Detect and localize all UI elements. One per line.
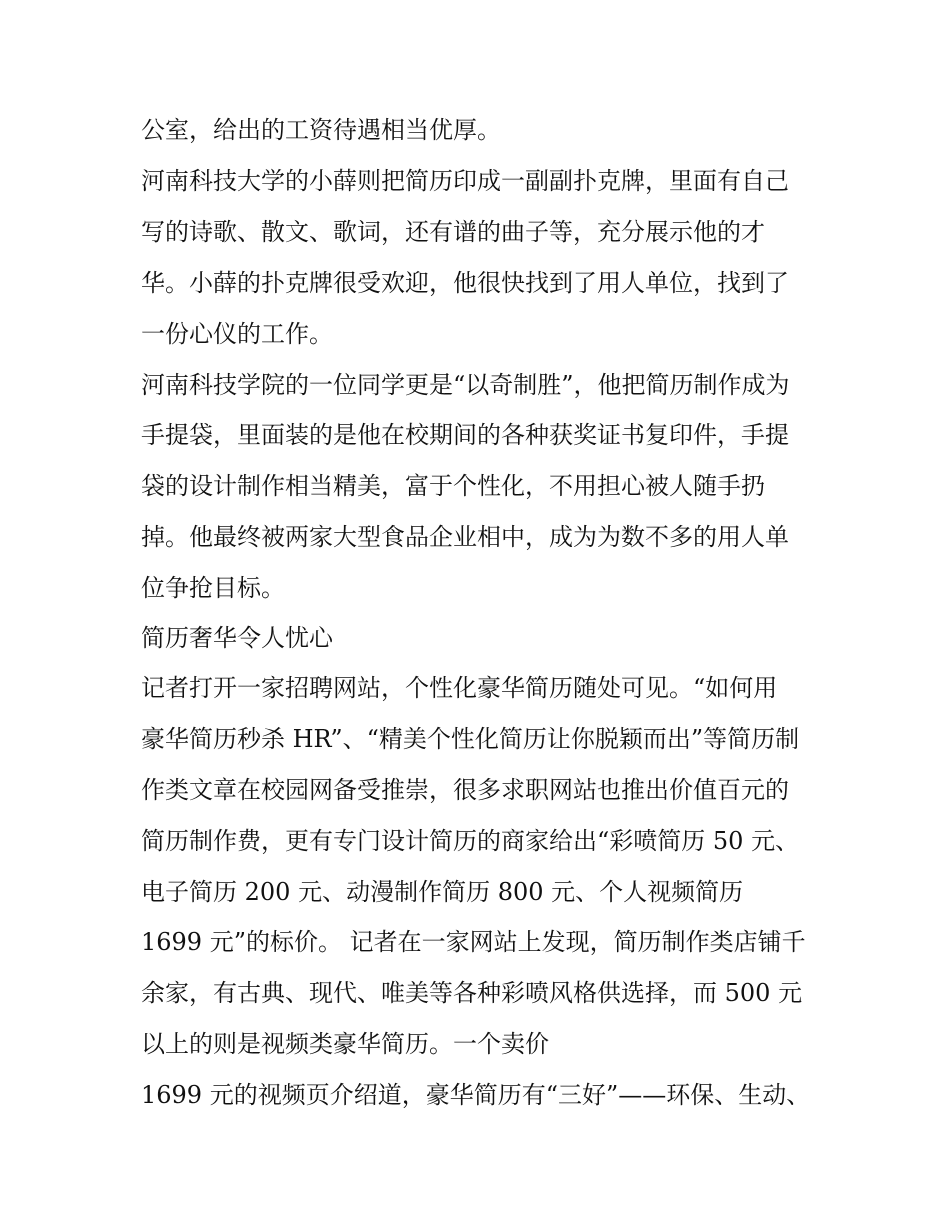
text-line: 华。小薛的扑克牌很受欢迎，他很快找到了用人单位，找到了 xyxy=(141,269,789,297)
text-line: 1699 元的视频页介绍道，豪华简历有“三好”——环保、生动、 xyxy=(141,1081,811,1109)
text-line: 豪华简历秒杀 HR”、“精美个性化简历让你脱颖而出”等简历制 xyxy=(141,725,800,753)
text-line: 简历制作费，更有专门设计简历的商家给出“彩喷简历 50 元、 xyxy=(141,827,800,855)
text-line: 记者打开一家招聘网站，个性化豪华简历随处可见。“如何用 xyxy=(141,674,778,702)
text-line: 1699 元”的标价。 记者在一家网站上发现，简历制作类店铺千 xyxy=(141,928,806,956)
section-heading: 简历奢华令人忧心 xyxy=(141,624,333,652)
text-line: 余家，有古典、现代、唯美等各种彩喷风格供选择，而 500 元 xyxy=(141,979,803,1007)
text-line: 河南科技学院的一位同学更是“以奇制胜”，他把简历制作成为 xyxy=(141,371,790,399)
text-line: 作类文章在校园网备受推崇，很多求职网站也推出价值百元的 xyxy=(141,776,789,804)
text-line: 河南科技大学的小薛则把简历印成一副副扑克牌，里面有自己 xyxy=(141,167,789,195)
text-line: 电子简历 200 元、动漫制作简历 800 元、个人视频简历 xyxy=(141,878,744,906)
text-line: 袋的设计制作相当精美，富于个性化，不用担心被人随手扔 xyxy=(141,472,765,500)
text-line: 掉。他最终被两家大型食品企业相中，成为为数不多的用人单 xyxy=(141,523,789,551)
text-line: 以上的则是视频类豪华简历。一个卖价 xyxy=(141,1030,549,1058)
text-line: 手提袋，里面装的是他在校期间的各种获奖证书复印件，手提 xyxy=(141,421,789,449)
text-line: 位争抢目标。 xyxy=(141,574,285,602)
text-line: 公室，给出的工资待遇相当优厚。 xyxy=(141,116,501,144)
text-line: 写的诗歌、散文、歌词，还有谱的曲子等，充分展示他的才 xyxy=(141,218,765,246)
text-line: 一份心仪的工作。 xyxy=(141,320,333,348)
